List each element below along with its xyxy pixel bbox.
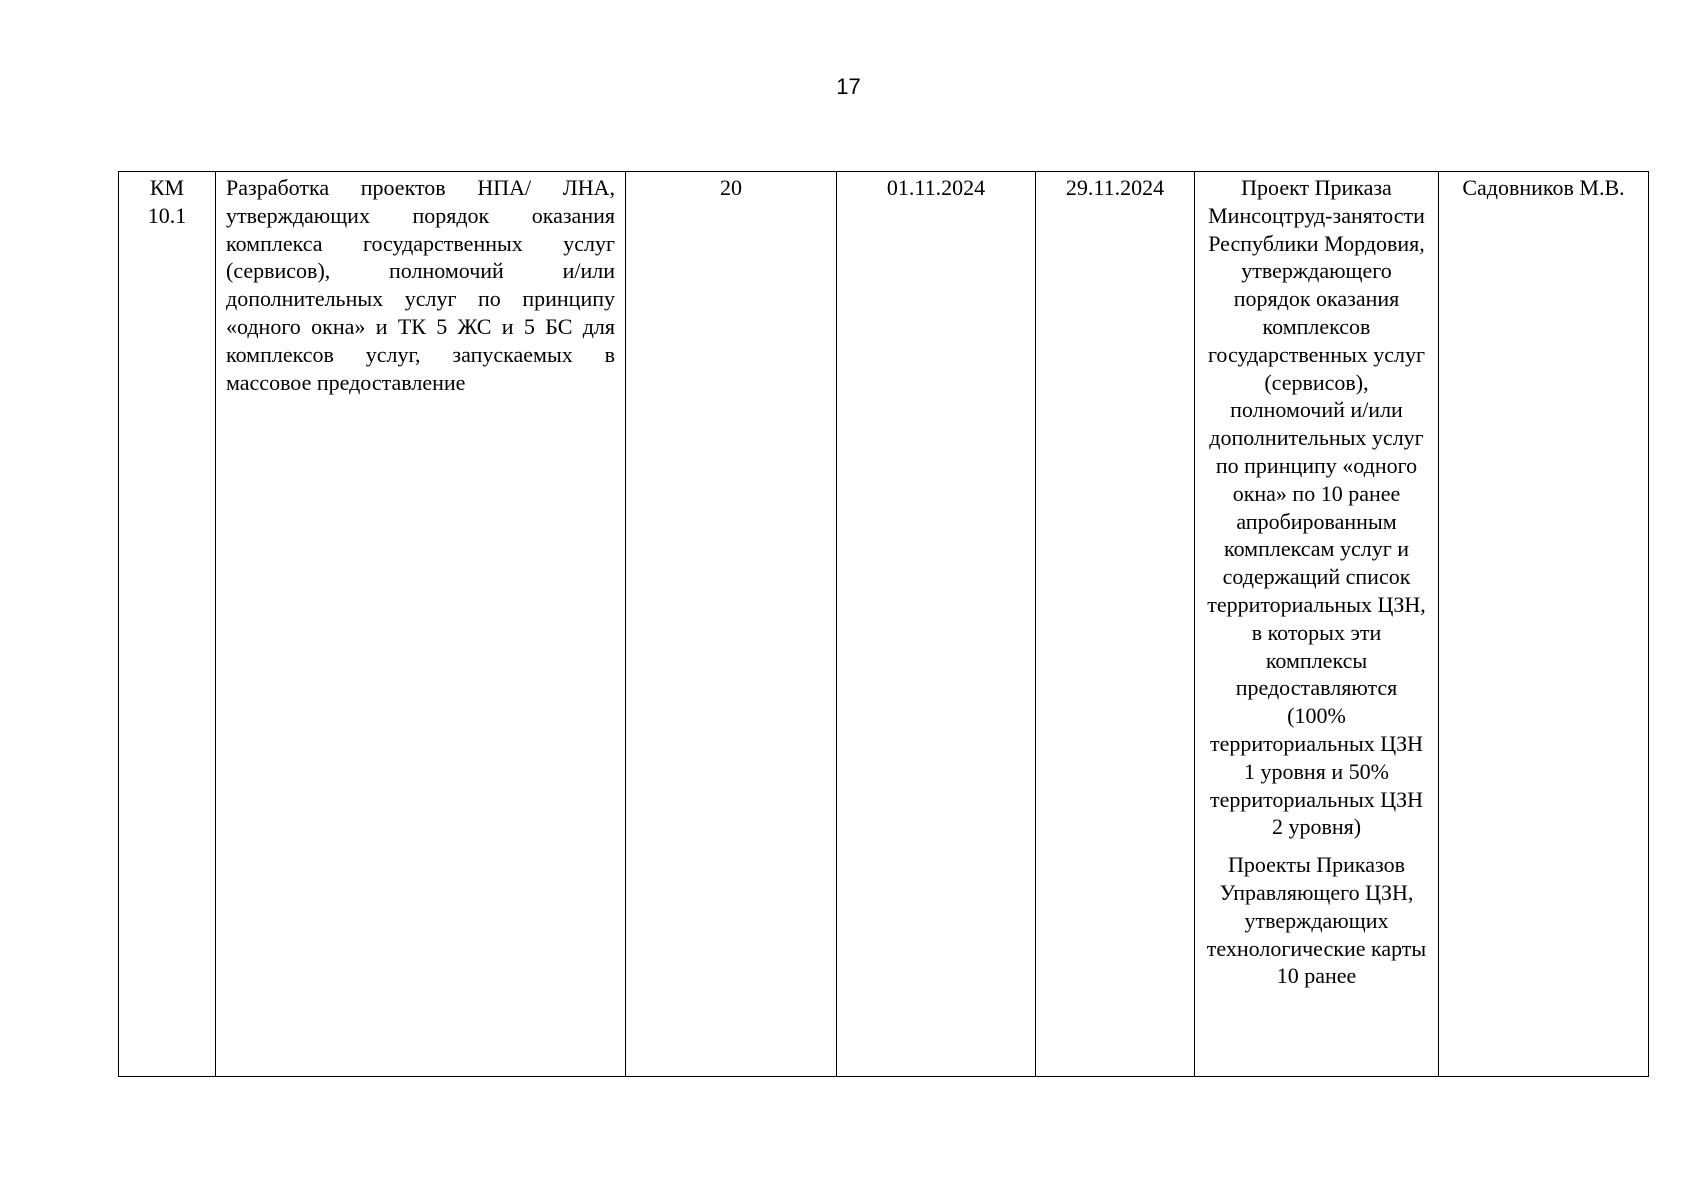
task-number: 20: [720, 175, 742, 200]
table-row: [119, 172, 1649, 1077]
task-number-cell: [626, 172, 837, 1077]
task-description: Разработка проектов НПА/ ЛНА, утверждающих порядок оказания комплекса государственных услуг (сервисов), полномочий и/или дополнительных услуг по принципу «одного окна» и ТК 5 ЖС и 5 БС для комплексов услуг, запускаемых в массовое предоставление: [226, 175, 615, 395]
task-description-cell: [216, 172, 626, 1077]
end-date-cell: [1036, 172, 1195, 1077]
end-date: 29.11.2024: [1065, 175, 1165, 200]
result-paragraph-2: Проекты Приказов Управляющего ЦЗН, утверждающих технологические карты 10 ранее: [1206, 852, 1427, 989]
task-code: КМ 10.1: [147, 175, 187, 228]
result-paragraph-1: Проект Приказа Минсоцтруд-занятости Республики Мордовия, утверждающего порядок оказания комплексов государственных услуг (сервисов), полномочий и/или дополнительных услуг по принципу «одного окна» по 10 ранее апробированным комплексам услуг и содержащий список территориальных ЦЗН, в которых эти комплексы предоставляются (100% территориальных ЦЗН 1 уровня и 50% территориальных ЦЗН 2 уровня): [1207, 175, 1426, 840]
plan-table: [118, 171, 1649, 1077]
page-number-text: 17: [836, 74, 861, 99]
result-cell: [1195, 172, 1439, 1077]
start-date: 01.11.2024: [886, 175, 986, 200]
page-number: [0, 74, 1697, 100]
start-date-cell: [837, 172, 1036, 1077]
task-code-cell: [119, 172, 216, 1077]
responsible-person: Садовников М.В.: [1462, 175, 1625, 200]
responsible-cell: [1439, 172, 1649, 1077]
